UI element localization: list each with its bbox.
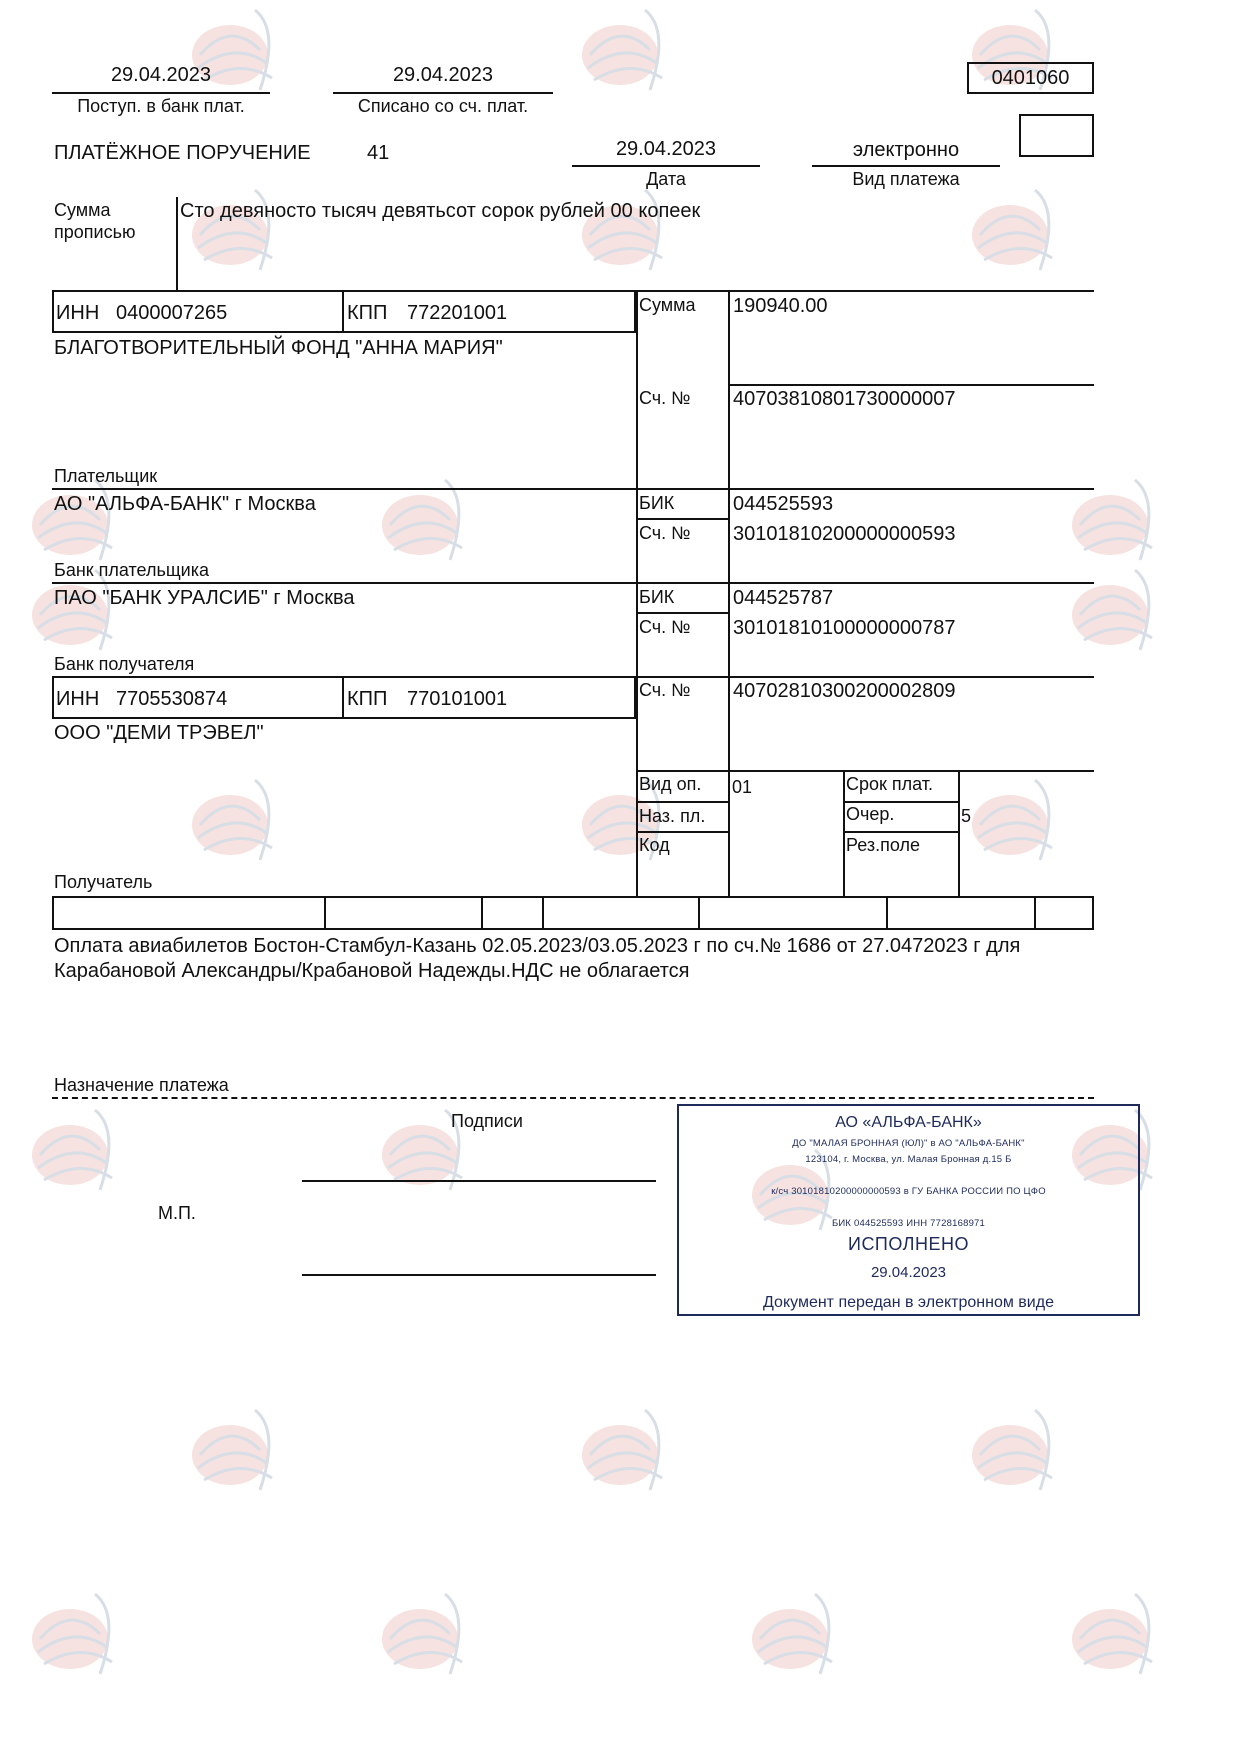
watermark-logo xyxy=(350,1584,550,1754)
watermark-logo xyxy=(1040,560,1240,730)
watermark-logo xyxy=(350,470,550,640)
payee-bik: 044525787 xyxy=(733,587,834,609)
payee-inn-label: ИНН xyxy=(56,688,100,710)
order-date: 29.04.2023 xyxy=(615,138,717,160)
divider xyxy=(728,384,1094,386)
divider xyxy=(843,831,958,833)
divider xyxy=(52,92,270,94)
amount-words: Сто девяносто тысяч девятьсот сорок рублей 00 копеек xyxy=(180,200,701,222)
divider xyxy=(636,612,728,614)
payee-kpp-label: КПП xyxy=(347,688,388,710)
signature-line-1 xyxy=(302,1180,656,1182)
watermark-logo xyxy=(940,1400,1140,1570)
watermark-logo xyxy=(550,1400,750,1570)
payer-kpp: 772201001 xyxy=(407,302,508,324)
bank-stamp xyxy=(677,1104,1140,1316)
date-debited: 29.04.2023 xyxy=(392,64,494,86)
payer-bik: 044525593 xyxy=(733,493,834,515)
seal-label: М.П. xyxy=(158,1203,196,1223)
signature-line-2 xyxy=(302,1274,656,1276)
divider xyxy=(958,770,960,896)
divider xyxy=(843,801,958,803)
divider xyxy=(176,197,178,290)
stamp-date: 29.04.2023 xyxy=(870,1264,947,1281)
divider xyxy=(52,1097,1094,1099)
payee-bank-name: ПАО "БАНК УРАЛСИБ" г Москва xyxy=(54,587,355,609)
tax-fields-row xyxy=(52,896,1094,930)
empty-code-box xyxy=(1019,114,1094,157)
signatures-label: Подписи xyxy=(451,1111,523,1131)
watermark-logo xyxy=(720,1584,920,1754)
payer-bank-acc: 30101810200000000593 xyxy=(733,523,956,545)
payee-name: ООО "ДЕМИ ТРЭВЕЛ" xyxy=(54,722,264,744)
order-date-label: Дата xyxy=(646,169,686,189)
code-label: Код xyxy=(639,835,670,855)
priority-label: Очер. xyxy=(846,804,895,824)
date-received-label: Поступ. в банк плат. xyxy=(77,96,245,116)
watermark-logo xyxy=(0,1100,200,1270)
payee-kpp-box xyxy=(342,676,636,719)
payee-inn-box xyxy=(52,676,344,719)
amount: 190940.00 xyxy=(733,295,828,317)
divider xyxy=(636,290,638,896)
divider xyxy=(324,896,326,930)
stamp-line-2: 123104, г. Москва, ул. Малая Бронная д.15 Б xyxy=(805,1154,1012,1165)
watermark-logo xyxy=(1040,1584,1240,1754)
watermark-logo xyxy=(940,180,1140,350)
payer-label: Плательщик xyxy=(54,466,158,486)
payee-kpp: 770101001 xyxy=(407,688,508,710)
divider xyxy=(636,518,728,520)
amount-words-label-2: прописью xyxy=(54,222,136,242)
divider xyxy=(698,896,700,930)
watermark-logo xyxy=(0,1584,200,1754)
divider xyxy=(542,896,544,930)
payer-kpp-box xyxy=(342,290,636,333)
due-label: Срок плат. xyxy=(846,774,934,794)
payer-kpp-label: КПП xyxy=(347,302,388,324)
payment-type: электронно xyxy=(852,139,960,161)
divider xyxy=(52,488,636,490)
payee-acc-label: Сч. № xyxy=(639,680,691,700)
stamp-line-3: к/сч 30101810200000000593 в ГУ БАНКА РОССИИ ПО ЦФО xyxy=(771,1186,1046,1197)
divider xyxy=(636,488,1094,490)
stamp-line-4: БИК 044525593 ИНН 7728168971 xyxy=(831,1218,986,1229)
payer-account: 40703810801730000007 xyxy=(733,388,956,410)
stamp-note: Документ передан в электронном виде xyxy=(763,1294,1054,1311)
amount-words-label-1: Сумма xyxy=(54,200,111,220)
payer-bank-label: Банк плательщика xyxy=(54,560,209,580)
op-type: 01 xyxy=(732,777,753,797)
divider xyxy=(636,770,1094,772)
date-received: 29.04.2023 xyxy=(110,64,212,86)
divider xyxy=(886,896,888,930)
payer-account-label: Сч. № xyxy=(639,388,691,408)
stamp-line-1: ДО "МАЛАЯ БРОННАЯ (ЮЛ)" в АО "АЛЬФА-БАНК" xyxy=(792,1138,1025,1149)
divider xyxy=(1034,896,1036,930)
priority: 5 xyxy=(961,806,972,826)
payer-inn: 0400007265 xyxy=(116,302,228,324)
reserve-label: Рез.поле xyxy=(846,835,920,855)
payee-bank-acc: 30101810100000000787 xyxy=(733,617,956,639)
stamp-status: ИСПОЛНЕНО xyxy=(848,1234,969,1254)
divider xyxy=(481,896,483,930)
op-type-label: Вид оп. xyxy=(639,774,702,794)
form-code-box xyxy=(967,62,1094,94)
document-title: ПЛАТЁЖНОЕ ПОРУЧЕНИЕ xyxy=(54,142,311,164)
divider xyxy=(843,770,845,896)
purpose-line-2: Карабановой Александры/Крабановой Надежды.НДС не облагается xyxy=(54,960,690,982)
payee-acc: 40702810300200002809 xyxy=(733,680,956,702)
payer-bank-acc-label: Сч. № xyxy=(639,523,691,543)
amount-label: Сумма xyxy=(639,295,696,315)
divider xyxy=(333,92,553,94)
payer-inn-label: ИНН xyxy=(56,302,100,324)
payee-bank-label: Банк получателя xyxy=(54,654,195,674)
divider xyxy=(636,831,728,833)
watermark-logo xyxy=(1040,470,1240,640)
payment-type-label: Вид платежа xyxy=(852,169,960,189)
divider xyxy=(728,290,730,896)
divider xyxy=(52,582,1094,584)
stamp-bank: АО «АЛЬФА-БАНК» xyxy=(835,1114,982,1131)
divider xyxy=(812,165,1000,167)
payer-inn-box xyxy=(52,290,344,333)
order-number: 41 xyxy=(367,142,390,164)
form-code: 0401060 xyxy=(991,67,1070,89)
date-debited-label: Списано со сч. плат. xyxy=(357,96,529,116)
purpose-type-label: Наз. пл. xyxy=(639,806,706,826)
payee-bik-label: БИК xyxy=(639,587,675,607)
divider xyxy=(572,165,760,167)
purpose-label: Назначение платежа xyxy=(54,1075,229,1095)
payer-bik-label: БИК xyxy=(639,493,675,513)
divider xyxy=(636,801,728,803)
payee-label: Получатель xyxy=(54,872,153,892)
payer-bank-name: АО "АЛЬФА-БАНК" г Москва xyxy=(54,493,316,515)
watermark-logo xyxy=(160,1400,360,1570)
purpose-line-1: Оплата авиабилетов Бостон-Стамбул-Казань 02.05.2023/03.05.2023 г по сч.№ 1686 от 27.0472023 г для xyxy=(54,935,1021,957)
payer-name: БЛАГОТВОРИТЕЛЬНЫЙ ФОНД "АННА МАРИЯ" xyxy=(54,337,503,359)
payee-inn: 7705530874 xyxy=(116,688,228,710)
payee-bank-acc-label: Сч. № xyxy=(639,617,691,637)
